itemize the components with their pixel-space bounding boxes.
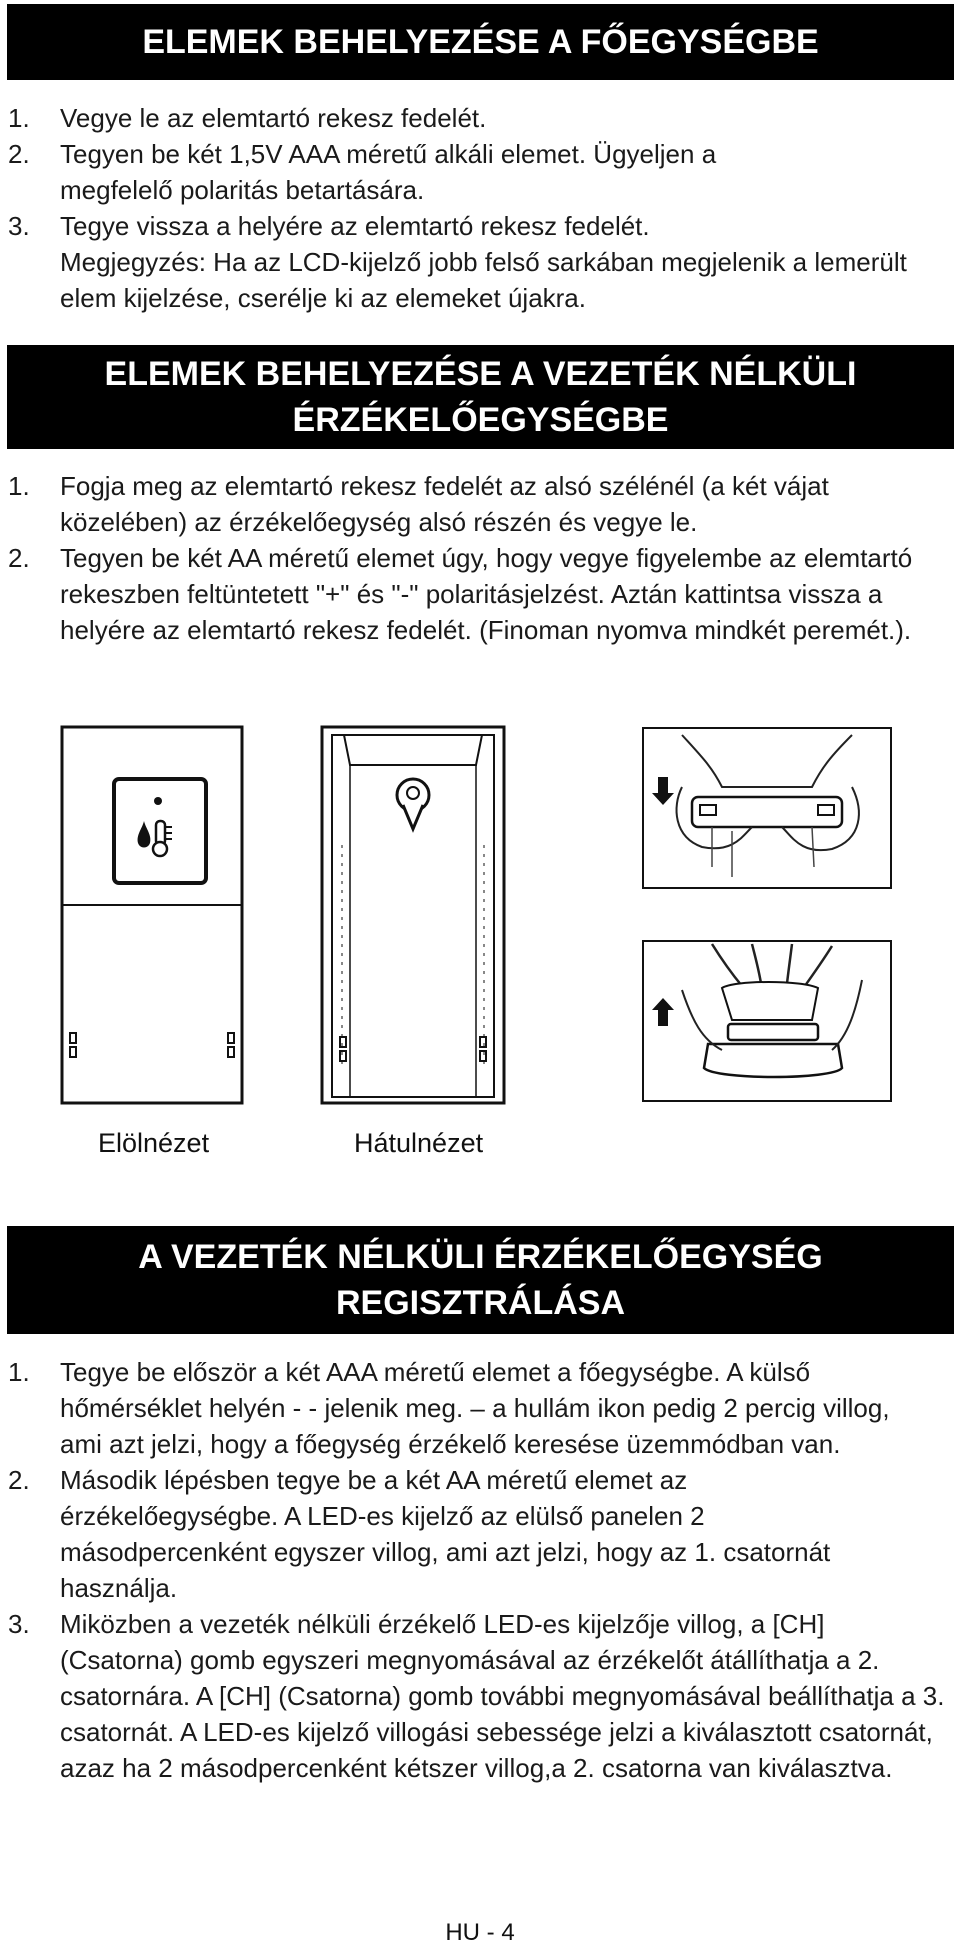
insert-cover-illustration xyxy=(642,940,892,1102)
step-number: 2. xyxy=(8,543,30,573)
section-heading-line-1: ELEMEK BEHELYEZÉSE A VEZETÉK NÉLKÜLI xyxy=(104,355,857,393)
section-heading-sensor-battery xyxy=(7,345,954,449)
step-text: Tegye vissza a helyére az elemtartó rekesz fedelét. xyxy=(60,211,650,241)
section-heading-text: ELEMEK BEHELYEZÉSE A FŐEGYSÉGBE xyxy=(142,23,819,61)
section-heading-sensor-registration xyxy=(7,1226,954,1334)
step-text: Második lépésben tegye be a két AA méretű elemet az érzékelőegységbe. A LED-es kijelző az elülső panelen 2 másodpercenként egyszer villog, ami azt jelzi, hogy az 1. csatornát használja. xyxy=(60,1465,831,1603)
main-unit-steps xyxy=(8,100,954,316)
list-item xyxy=(8,100,954,136)
sensor-battery-steps xyxy=(8,468,954,648)
step-number: 2. xyxy=(8,1465,30,1495)
section-heading-line-1: A VEZETÉK NÉLKÜLI ÉRZÉKELŐEGYSÉG xyxy=(138,1238,823,1276)
step-text: Tegyen be két AA méretű elemet úgy, hogy vegye figyelembe az elemtartó rekeszben feltüntetett "+" és "-" polaritásjelzést. Aztán kattintsa vissza a helyére az elemtartó rekesz fedelét. (Finoman nyomva mindkét peremét.). xyxy=(60,543,913,645)
step-text: Vegye le az elemtartó rekesz fedelét. xyxy=(60,103,487,133)
list-item xyxy=(8,136,954,208)
step-text: Miközben a vezeték nélküli érzékelő LED-es kijelzője villog, a [CH] (Csatorna) gomb egyszeri megnyomásával az érzékelőt átállíthatja a 2. csatornára. A [CH] (Csatorna) gomb további megnyomásával beállíthatja a 3. csatornát. A LED-es kijelző villogási sebessége jelzi a kiválasztott csatornát, azaz ha 2 másodpercenként kétszer villog,a 2. csatorna van kiválasztva. xyxy=(60,1609,945,1783)
list-item xyxy=(8,1462,954,1606)
step-number: 3. xyxy=(8,1609,30,1639)
section-heading-line-2: ÉRZÉKELŐEGYSÉGBE xyxy=(292,401,669,439)
sensor-front-view-illustration xyxy=(60,725,244,1105)
step-number: 3. xyxy=(8,211,30,241)
battery-note: Megjegyzés: Ha az LCD-kijelző jobb felső sarkában megjelenik a lemerült elem kijelzése, cserélje ki az elemeket újakra. xyxy=(60,247,907,313)
step-number: 1. xyxy=(8,103,30,133)
front-view-caption: Elölnézet xyxy=(98,1128,210,1158)
sensor-back-view-illustration xyxy=(320,725,506,1105)
section-heading-line-2: REGISZTRÁLÁSA xyxy=(336,1284,625,1322)
list-item xyxy=(8,540,954,648)
step-number: 1. xyxy=(8,471,30,501)
remove-cover-illustration xyxy=(642,727,892,889)
list-item xyxy=(8,208,954,244)
list-item xyxy=(8,1354,954,1462)
page-number: HU - 4 xyxy=(445,1919,515,1946)
step-text: Tegyen be két 1,5V AAA méretű alkáli elemet. Ügyeljen a megfelelő polaritás betartására. xyxy=(60,139,717,205)
step-number: 2. xyxy=(8,139,30,169)
list-item xyxy=(8,1606,954,1786)
step-text: Fogja meg az elemtartó rekesz fedelét az alsó szélénél (a két vájat közelében) az érzékelőegység alsó részén és vegye le. xyxy=(60,471,829,537)
section-heading-main-unit xyxy=(7,4,954,80)
step-number: 1. xyxy=(8,1357,30,1387)
back-view-caption: Hátulnézet xyxy=(354,1128,484,1158)
list-item xyxy=(8,468,954,540)
step-text: Tegye be először a két AAA méretű elemet a főegységbe. A külső hőmérséklet helyén - - jelenik meg. – a hullám ikon pedig 2 percig villog, ami azt jelzi, hogy a főegység érzékelő keresése üzemmódban van. xyxy=(60,1357,890,1459)
registration-steps xyxy=(8,1354,954,1786)
